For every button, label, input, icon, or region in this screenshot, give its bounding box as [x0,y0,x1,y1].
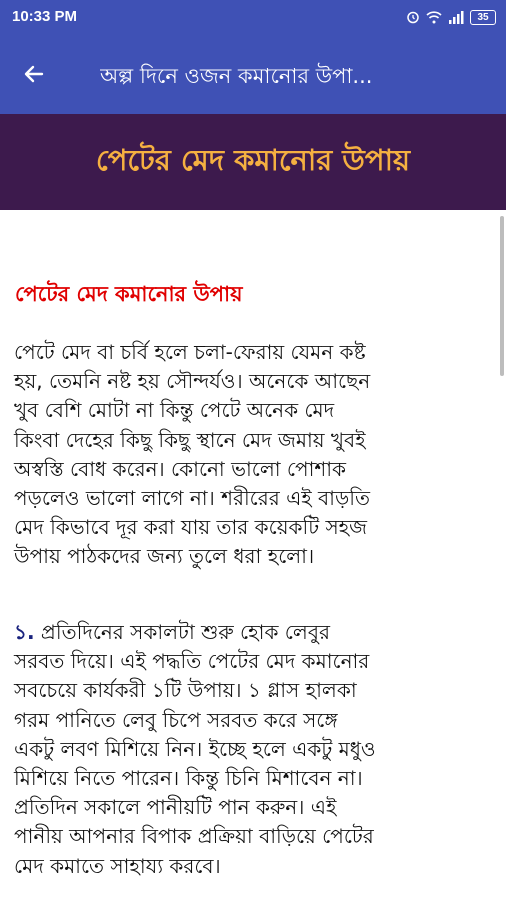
scrollbar-thumb[interactable] [500,216,504,376]
banner-title: পেটের মেদ কমানোর উপায় [95,142,411,177]
section-heading: পেটের মেদ কমানোর উপায় [15,282,243,306]
wifi-icon [426,11,442,24]
status-icons [406,7,496,27]
arrow-back-icon [22,62,46,86]
intro-paragraph: পেটে মেদ বা চর্বি হলে চলা-ফেরায় যেমন কষ্ট হয়, তেমনি নষ্ট হয় সৌন্দর্যও। অনেকে আছেন খুব বেশি মোটা না কিন্তু পেটে অনেক মেদ কিংবা দেহের কিছু কিছু স্থানে মেদ জমায় খুবই অস্বস্তি বোধ করেন। কোনো ভালো পোশাক পড়লেও ভালো লাগে না। শরীরের এই বাড়তি মেদ কিভাবে দূর করা যায় তার কয়েকটি সহজ উপায় পাঠকদের জন্য তুলে ধরা হলো। [14,340,371,569]
article-content[interactable] [0,210,506,900]
point-number: ১. [14,620,35,644]
signal-icon [448,11,464,24]
battery-icon: 35 [470,10,496,25]
point-paragraph [14,618,488,881]
app-bar [0,34,506,114]
back-button[interactable] [14,54,54,94]
alarm-icon [406,10,420,24]
app-title: অল্প দিনে ওজন কমানোর উপা... [100,64,373,88]
point-text: প্রতিদিনের সকালটা শুরু হোক লেবুর সরবত দিয়ে। এই পদ্ধতি পেটের মেদ কমানোর সবচেয়ে কার্যকরী ১টি উপায়। ১ গ্লাস হালকা গরম পানিতে লেবু চিপে সরবত করে সঙ্গে একটু লবণ মিশিয়ে নিন। ইচ্ছে হলে একটু মধুও মিশিয়ে নিতে পারেন। কিন্তু চিনি মিশাবেন না। প্রতিদিন সকালে পানীয়টি পান করুন। এই পানীয় আপনার বিপাক প্রক্রিয়া বাড়িয়ে পেটের মেদ কমাতে সাহায্য করবে। [14,620,376,878]
status-time: 10:33 PM [12,8,78,25]
header-banner [0,114,506,210]
status-bar [0,0,506,34]
